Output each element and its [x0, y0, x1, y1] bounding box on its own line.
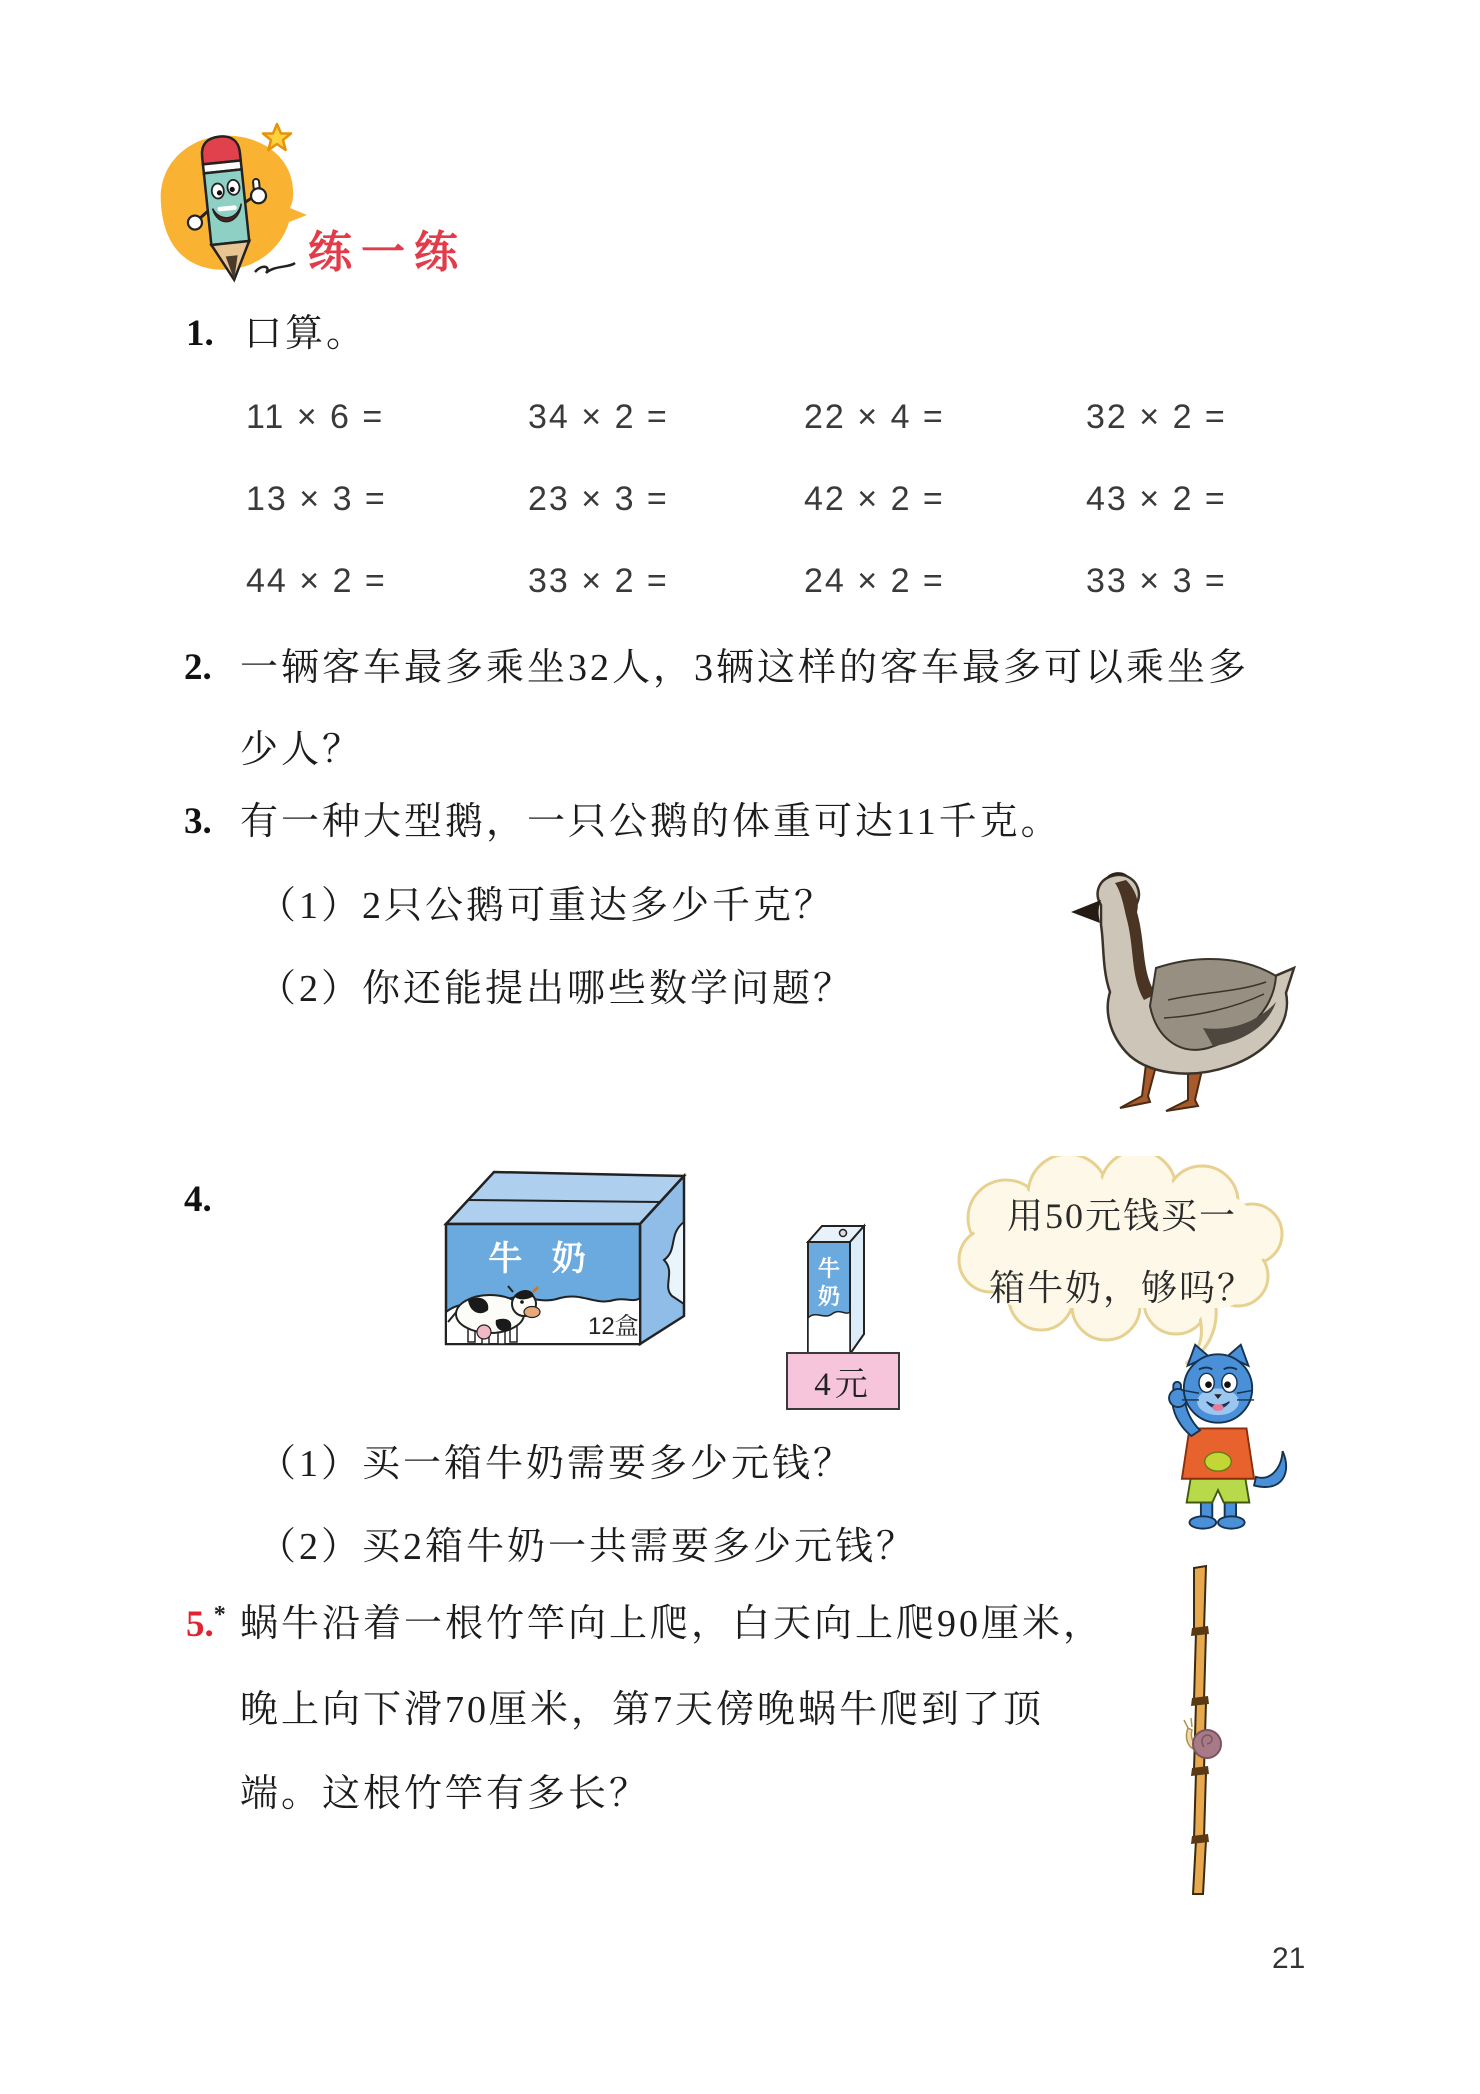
asterisk-mark: * [213, 1602, 226, 1628]
math-problem: 43 × 2 = [1086, 480, 1227, 518]
bubble-line1: 用50元钱买一 [1006, 1196, 1237, 1236]
math-problem: 22 × 4 = [804, 398, 945, 436]
speech-bubble-text [972, 1180, 1272, 1324]
carton-label-char2: 奶 [817, 1284, 841, 1309]
page-number: 21 [1272, 1942, 1306, 1975]
math-problem: 33 × 2 = [528, 562, 669, 600]
problem3-question2: （2）你还能提出哪些数学问题？ [258, 968, 855, 1010]
cat-mascot-icon [1142, 1340, 1294, 1532]
problem4-number: 4. [184, 1179, 212, 1220]
problem4-question2: （2）买2箱牛奶一共需要多少元钱？ [258, 1526, 918, 1568]
bubble-line2: 箱牛奶，够吗？ [988, 1268, 1255, 1308]
problem1-title: 口算。 [244, 313, 368, 355]
problem4-question1: （1）买一箱牛奶需要多少元钱？ [258, 1443, 855, 1485]
problem2-number: 2. [184, 647, 212, 688]
math-problem: 13 × 3 = [246, 480, 387, 518]
math-problem: 44 × 2 = [246, 562, 387, 600]
problem2-line2: 少人？ [240, 729, 364, 771]
bamboo-pole-illustration [1176, 1560, 1226, 1900]
star-icon [263, 124, 291, 150]
milk-box-illustration [438, 1164, 690, 1360]
milk-box-label: 牛 奶 [488, 1240, 596, 1278]
problem3-number: 3. [184, 801, 212, 842]
math-problem: 34 × 2 = [528, 398, 669, 436]
squiggle-line [255, 263, 295, 273]
problem5-line3: 端。这根竹竿有多长？ [240, 1773, 651, 1815]
math-problem: 24 × 2 = [804, 562, 945, 600]
section-title: 练一练 [308, 228, 467, 277]
problem5-line1: 蜗牛沿着一根竹竿向上爬，白天向上爬90厘米， [240, 1603, 1105, 1645]
pencil-mascot-icon [143, 112, 323, 294]
math-problem: 42 × 2 = [804, 480, 945, 518]
price-tag: 4元 [786, 1352, 900, 1410]
math-problem: 32 × 2 = [1086, 398, 1227, 436]
milk-box-count: 12盒 [588, 1313, 639, 1340]
problem2-line1: 一辆客车最多乘坐32人，3辆这样的客车最多可以乘坐多 [240, 647, 1250, 689]
problem5-line2: 晚上向下滑70厘米，第7天傍晚蜗牛爬到了顶 [240, 1689, 1045, 1731]
math-problem: 11 × 6 = [246, 398, 385, 436]
problem3-question1: （1）2只公鹅可重达多少千克？ [258, 885, 836, 927]
carton-label-char1: 牛 [817, 1256, 841, 1281]
problem1-number: 1. [186, 313, 214, 354]
math-problem: 33 × 3 = [1086, 562, 1227, 600]
milk-carton-illustration [798, 1216, 876, 1366]
problem3-intro: 有一种大型鹅，一只公鹅的体重可达11千克。 [240, 801, 1062, 843]
goose-illustration [1038, 850, 1303, 1130]
math-problem: 23 × 3 = [528, 480, 669, 518]
problem5-number: 5.* [186, 1602, 226, 1645]
